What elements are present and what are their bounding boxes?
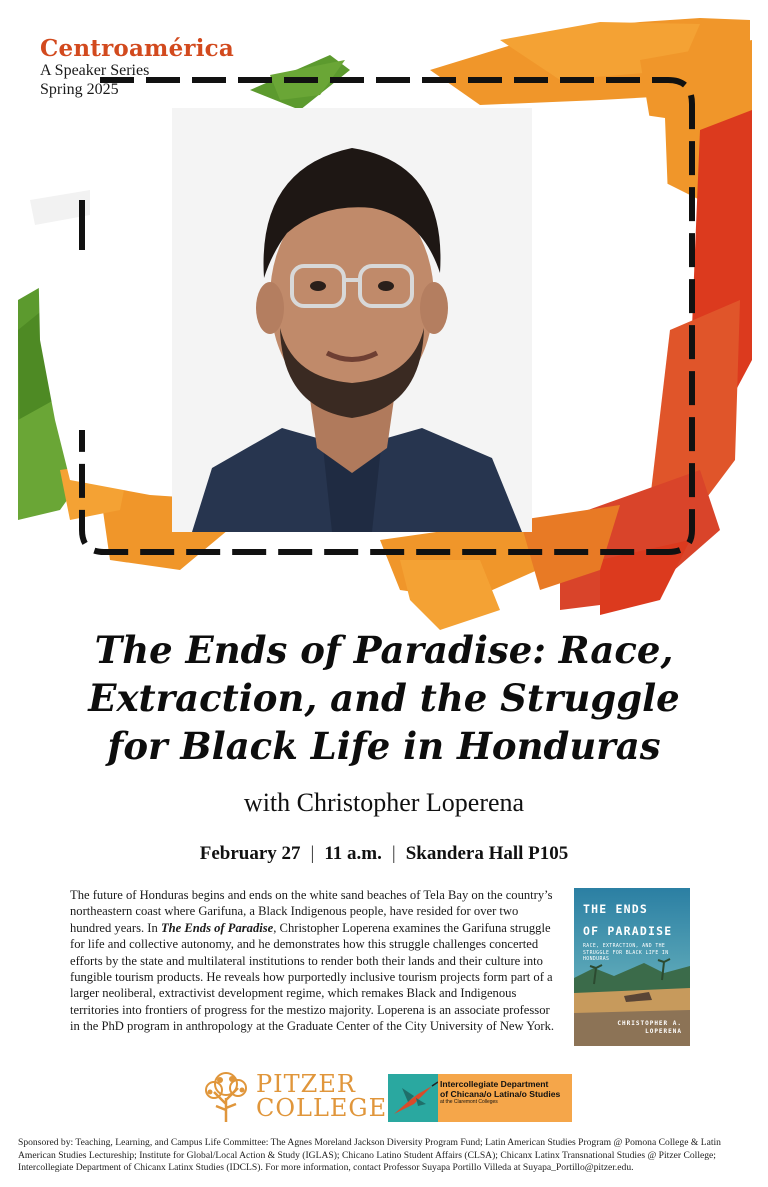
event-title <box>0 626 768 770</box>
event-location: Skandera Hall P105 <box>405 843 569 864</box>
book-cover-author-line-1: CHRISTOPHER A. <box>617 1020 682 1027</box>
series-subtitle: A Speaker Series <box>40 62 150 80</box>
event-title-line-3: for Black Life in Honduras <box>107 724 661 768</box>
speaker-line: with Christopher Loperena <box>243 788 525 817</box>
pitzer-name <box>256 1072 387 1120</box>
speaker-portrait-image <box>172 108 532 532</box>
description-part-1: The future of Honduras begins and ends on the white sand beaches of Tela Bay on the country’s northeastern coast where Garifuna, a Black Indigenous people, have resided for over two hundred years. In <box>70 888 553 935</box>
event-details <box>0 843 768 865</box>
pitzer-line-2: COLLEGE <box>256 1094 388 1122</box>
book-cover-subtitle: RACE, EXTRACTION, AND THE STRUGGLE FOR BLACK LIFE IN HONDURAS <box>583 944 669 962</box>
hummingbird-icon <box>388 1074 438 1122</box>
idcls-line-1: Intercollegiate Department <box>440 1079 549 1089</box>
pitzer-tree-icon <box>200 1070 252 1122</box>
pitzer-line-1: PITZER <box>256 1070 356 1098</box>
series-title: Centroamérica <box>40 35 234 62</box>
sponsors-text: Sponsored by: Teaching, Learning, and Campus Life Committee: The Agnes Moreland Jackson Diversity Program Fund; Latin American Studies Program @ Pomona College & Latin American Studies Lectureship; Institute for Global/Local Action & Study (IGLAS); Chicano Latino Student Affairs (CLSA); Chicanx Latinx Transnational Studies @ Pitzer College; Intercollegiate Department of Chicanx Latinx Studies (IDCLS). For more information, contact Professor Suyapa Portillo Villeda at Suyapa_Portillo@pitzer.edu. <box>18 1137 721 1174</box>
series-header <box>40 36 234 99</box>
book-cover-image <box>574 888 690 1046</box>
book-cover-title-line-2: OF PARADISE <box>583 924 673 938</box>
idcls-logo <box>388 1074 572 1122</box>
pitzer-college-logo <box>200 1070 388 1124</box>
book-cover-title <box>583 898 672 942</box>
event-title-line-2: Extraction, and the Struggle <box>88 676 680 720</box>
idcls-line-3: at the Claremont Colleges <box>440 1099 498 1105</box>
book-cover-title-line-1: THE ENDS <box>583 902 648 916</box>
event-time: 11 a.m. <box>324 843 382 864</box>
event-date: February 27 <box>199 843 301 864</box>
event-description <box>70 887 562 1035</box>
separator: | <box>310 843 315 864</box>
book-cover-author <box>617 1020 682 1036</box>
idcls-line-2: of Chicana/o Latina/o Studies <box>440 1089 561 1099</box>
description-part-2: , Christopher Loperena examines the Garifuna struggle for life and collective autonomy, and he demonstrates how this struggle challenges concerted efforts by the state and multilateral institutions to render both their lands and their culture into fungible tourism products. He reveals how purportedly inclusive tourism projects form part of a larger neoliberal, extractivist development regime, which remakes Black and Indigenous territories into frontiers of progress for the mestizo majority. Loperena is an associate professor in the PhD program in anthropology at the Graduate Center of the City University of New York. <box>70 920 555 1034</box>
series-season: Spring 2025 <box>40 80 119 98</box>
book-cover-author-line-2: LOPERENA <box>645 1028 682 1035</box>
description-book-title: The Ends of Paradise <box>160 920 274 935</box>
event-title-line-1: The Ends of Paradise: Race, <box>94 628 674 672</box>
separator: | <box>391 843 396 864</box>
